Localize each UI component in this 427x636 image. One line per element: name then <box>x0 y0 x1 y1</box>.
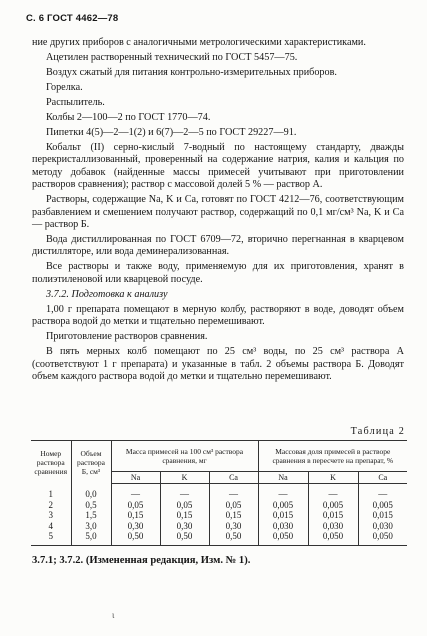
header-solution-number: Номер раствора сравнения <box>31 441 71 484</box>
cell-fraction-k: 0,005 <box>308 500 358 511</box>
cell-volume: 0,0 <box>71 484 111 500</box>
paragraph: Все растворы и также воду, применяемую для их приготовления, хранят в полиэтиленовой или кварцевой посуде. <box>32 261 404 285</box>
header-volume: Объем раствора Б, см³ <box>71 441 111 484</box>
body-text <box>32 37 404 386</box>
cell-fraction-ca: 0,050 <box>358 531 407 545</box>
paragraph: Приготовление растворов сравнения. <box>46 331 208 343</box>
cell-volume: 1,5 <box>71 510 111 521</box>
cell-mass-k: 0,15 <box>160 510 209 521</box>
paragraph: 1,00 г препарата помещают в мерную колбу, растворяют в воде, доводят объем раствора водой до метки и тщательно перемешивают. <box>32 303 404 328</box>
header-mass-na: Na <box>111 472 160 484</box>
table-row <box>31 531 407 545</box>
cell-volume: 3,0 <box>71 521 111 532</box>
cell-fraction-k: 0,050 <box>308 531 358 545</box>
cell-mass-k: 0,30 <box>160 521 209 532</box>
section-subheading: 3.7.2. Подготовка к анализу <box>46 288 168 300</box>
cell-mass-ca: 0,05 <box>209 500 258 511</box>
paragraph: ние других приборов с аналогичными метрологическими характеристиками. <box>32 37 366 48</box>
paragraph: В пять мерных колб помещают по 25 см³ воды, по 25 см³ раствора А (соответствуют 1 г препарата) и указанные в табл. 2 объемы раствора Б. Доводят объем каждого раствора водой до метки и тщательно перемешивают. <box>32 346 404 383</box>
cell-mass-ca: — <box>209 484 258 500</box>
cell-solution-number: 2 <box>31 500 71 511</box>
paragraph: Растворы, содержащие Na, K и Ca, готовят по ГОСТ 4212—76, соответствующим разбавлением и смешением получают раствор, содержащий по 0,1 мг/см³ Na, K и Ca — раствор Б. <box>32 194 404 231</box>
cell-solution-number: 5 <box>31 531 71 545</box>
paragraph: Колбы 2—100—2 по ГОСТ 1770—74. <box>46 112 211 123</box>
cell-fraction-ca: 0,005 <box>358 500 407 511</box>
header-fraction-k: K <box>308 472 358 484</box>
cell-fraction-na: 0,005 <box>258 500 308 511</box>
paragraph: Вода дистиллированная по ГОСТ 6709—72, вторично перегнанная в кварцевом дистилляторе, или вода деминерализованная. <box>32 234 404 258</box>
header-fraction-ca: Ca <box>358 472 407 484</box>
cell-fraction-ca: 0,030 <box>358 521 407 532</box>
table-caption: Таблица 2 <box>350 426 405 437</box>
cell-mass-ca: 0,30 <box>209 521 258 532</box>
paragraph: Пипетки 4(5)—2—1(2) и 6(7)—2—5 по ГОСТ 29227—91. <box>46 127 297 138</box>
cell-mass-k: 0,05 <box>160 500 209 511</box>
cell-fraction-k: 0,015 <box>308 510 358 521</box>
cell-mass-na: 0,05 <box>111 500 160 511</box>
header-impurity-mass: Масса примесей на 100 см³ раствора сравнения, мг <box>111 441 258 472</box>
table-row <box>31 500 407 511</box>
cell-fraction-k: 0,030 <box>308 521 358 532</box>
cell-mass-ca: 0,50 <box>209 531 258 545</box>
cell-mass-na: 0,30 <box>111 521 160 532</box>
cell-mass-k: 0,50 <box>160 531 209 545</box>
cell-fraction-na: — <box>258 484 308 500</box>
cell-mass-ca: 0,15 <box>209 510 258 521</box>
header-mass-fraction: Массовая доля примесей в растворе сравнения в пересчете на препарат, % <box>258 441 407 472</box>
cell-fraction-na: 0,015 <box>258 510 308 521</box>
paragraph: Ацетилен растворенный технический по ГОСТ 5457—75. <box>46 52 298 63</box>
cell-fraction-na: 0,030 <box>258 521 308 532</box>
cell-mass-na: — <box>111 484 160 500</box>
cell-solution-number: 1 <box>31 484 71 500</box>
cell-fraction-ca: 0,015 <box>358 510 407 521</box>
table-2 <box>31 440 407 546</box>
header-mass-ca: Ca <box>209 472 258 484</box>
table-row <box>31 484 407 500</box>
cell-solution-number: 3 <box>31 510 71 521</box>
paragraph: Воздух сжатый для питания контрольно-измерительных приборов. <box>46 67 337 78</box>
header-mass-k: K <box>160 472 209 484</box>
table-row <box>31 521 407 532</box>
paragraph: Распылитель. <box>46 97 105 108</box>
table-row <box>31 510 407 521</box>
cell-fraction-ca: — <box>358 484 407 500</box>
cell-mass-k: — <box>160 484 209 500</box>
header-fraction-na: Na <box>258 472 308 484</box>
cell-fraction-na: 0,050 <box>258 531 308 545</box>
cell-mass-na: 0,50 <box>111 531 160 545</box>
cell-volume: 0,5 <box>71 500 111 511</box>
cell-solution-number: 4 <box>31 521 71 532</box>
cell-mass-na: 0,15 <box>111 510 160 521</box>
stray-mark: ι <box>112 610 115 620</box>
paragraph: Горелка. <box>46 82 83 93</box>
amendment-note: 3.7.1; 3.7.2. (Измененная редакция, Изм. № 1). <box>32 555 251 566</box>
page-header: С. 6 ГОСТ 4462—78 <box>26 13 119 24</box>
cell-volume: 5,0 <box>71 531 111 545</box>
table-body <box>31 484 407 546</box>
cell-fraction-k: — <box>308 484 358 500</box>
paragraph: Кобальт (II) серно-кислый 7-водный по настоящему стандарту, дважды перекристаллизованный, проверенный на содержание натрия, калия и кальция по методу добавок (найденные массы примесей учитывают при приготовлении растворов сравнения); раствор с массовой долей 5 % — раствор А. <box>32 142 404 191</box>
